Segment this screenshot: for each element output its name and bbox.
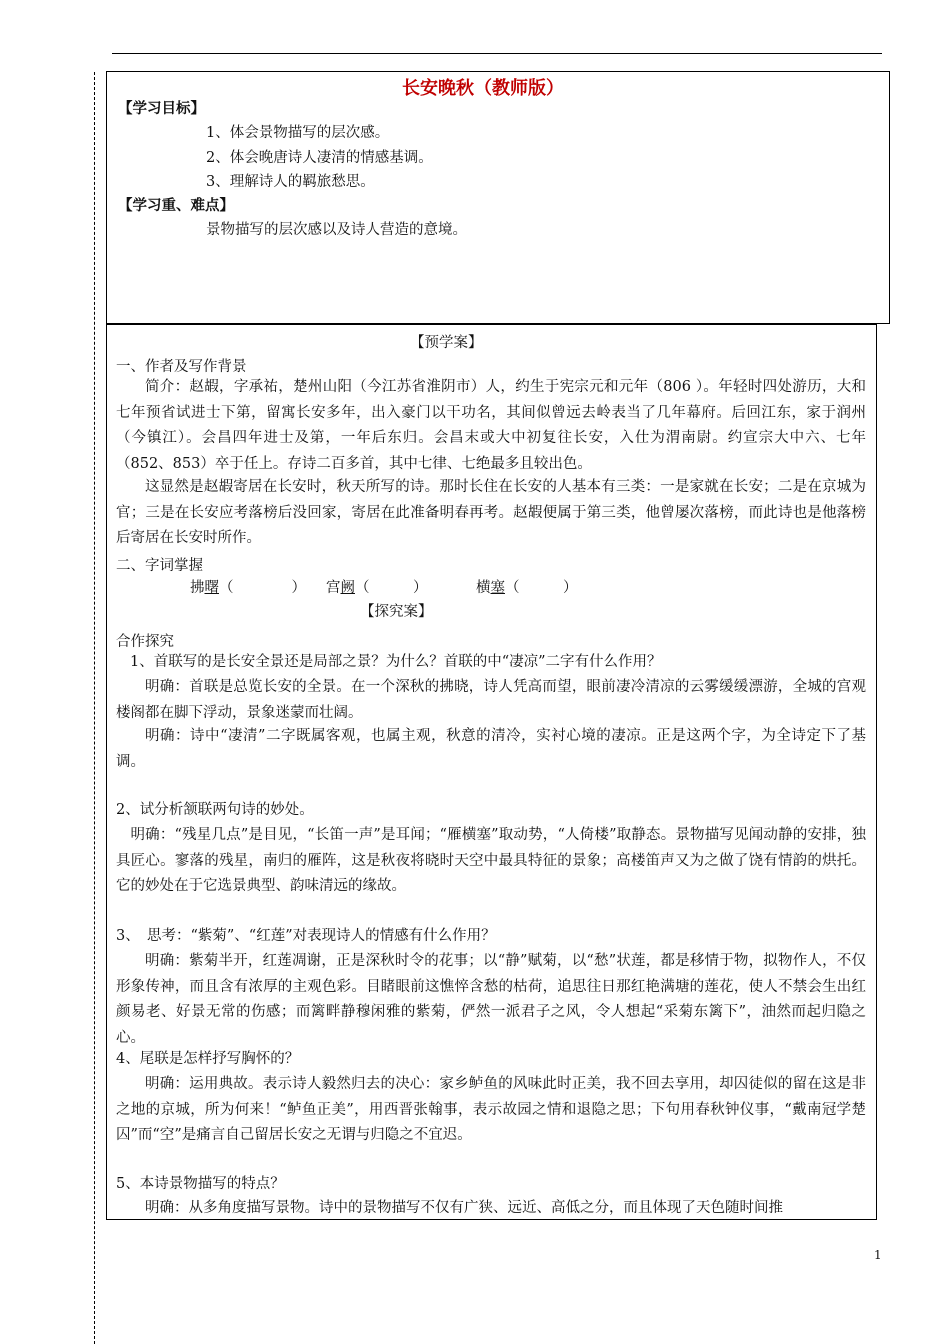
- objective-item-2: 2、体会晚唐诗人凄清的情感基调。: [206, 150, 433, 166]
- vocab-2-char: 宫: [326, 580, 341, 596]
- question-1: 1、首联写的是长安全景还是局部之景？为什么？首联的中“凄凉”二字有什么作用？: [130, 654, 662, 670]
- vocab-item-1: [190, 576, 306, 597]
- answer-5: 明确：从多角度描写景物。诗中的景物描写不仅有广狭、远近、高低之分，而且体现了天色随时间推: [145, 1200, 783, 1216]
- header-rule: [112, 53, 882, 54]
- vocab-2-target: 阙: [340, 580, 355, 596]
- page-number: 1: [874, 1248, 882, 1262]
- question-4: 4、尾联是怎样抒写胸怀的？: [116, 1051, 300, 1067]
- vocab-1-blank: （ ）: [219, 580, 306, 596]
- vocab-3-char: 横: [476, 580, 491, 596]
- answer-1a: 明确：首联是总览长安的全景。在一个深秋的拂晓，诗人凭高而望，眼前凄冷清凉的云雾缓缓漂游，全城的宫观楼阁都在脚下浮动，景象迷蒙而壮阔。: [116, 679, 866, 721]
- binding-margin-line: [94, 72, 95, 1344]
- objective-item-3: 3、理解诗人的羁旅愁思。: [206, 174, 375, 190]
- objectives-heading: 【学习目标】: [118, 100, 205, 117]
- explore-heading: 【探究案】: [360, 604, 433, 620]
- document-title: 长安晚秋（教师版）: [402, 78, 564, 99]
- vocab-item-2: [326, 576, 428, 597]
- vocab-3-target: 塞: [490, 580, 505, 596]
- vocab-1-char: 拂: [190, 580, 205, 596]
- focus-heading: 【学习重、难点】: [118, 197, 234, 214]
- vocab-1-target: 曙: [204, 580, 219, 596]
- question-2: 2、试分析颔联两句诗的妙处。: [116, 802, 314, 818]
- answer-3: 明确：紫菊半开，红莲凋谢，正是深秋时令的花事；以“静”赋菊，以“愁”状莲，都是移情于物，拟物作人，不仅形象传神，而且含有浓厚的主观色彩。目睹眼前这憔悴含愁的枯荷，追思往日那红艳满塘的莲花，使人不禁会生出红颜易老、好景无常的伤感；而篱畔静穆闲雅的紫菊，俨然一派君子之风，令人想起“采菊东篱下”，油然而起归隐之心。: [116, 953, 866, 1046]
- answer-4: 明确：运用典故。表示诗人毅然归去的决心：家乡鲈鱼的风味此时正美，我不回去享用，却囚徒似的留在这是非之地的京城，所为何来！“鲈鱼正美”，用西晋张翰事，表示故园之情和退隐之思；下句用春秋钟仪事，“戴南冠学楚囚”而“空”是痛言自己留居长安之无谓与归隐之不宜迟。: [116, 1076, 866, 1143]
- vocab-3-blank: （ ）: [505, 580, 578, 596]
- section-1-title: 一、作者及写作背景: [116, 359, 247, 375]
- preview-heading: 【预学案】: [410, 335, 483, 351]
- question-5: 5、本诗景物描写的特点？: [116, 1176, 285, 1192]
- background-paragraph: 这显然是赵嘏寄居在长安时，秋天所写的诗。那时长住在长安的人基本有三类：一是家就在长安；二是在京城为官；三是在长安应考落榜后没回家，寄居在此准备明春再考。赵嘏便属于第三类，他曾屡次落榜，而此诗也是他落榜后寄居在长安时所作。: [116, 479, 866, 546]
- section-2-title: 二、字词掌握: [116, 558, 203, 574]
- answer-2: 明确：“残星几点”是目见，“长笛一声”是耳闻；“雁横塞”取动势，“人倚楼”取静态。景物描写见闻动静的安排，独具匠心。寥落的残星，南归的雁阵，这是秋夜将晓时天空中最具特征的景象；高楼笛声又为之做了饶有情韵的烘托。它的妙处在于它选景典型、韵味清远的缘故。: [116, 827, 866, 894]
- focus-text: 景物描写的层次感以及诗人营造的意境。: [206, 222, 467, 238]
- vocab-item-3: [476, 576, 578, 597]
- answer-1b: 明确：诗中“凄清”二字既属客观，也属主观，秋意的清冷，实衬心境的凄凉。正是这两个字，为全诗定下了基调。: [116, 728, 866, 770]
- question-3: 3、 思考：“紫菊”、“红莲”对表现诗人的情感有什么作用？: [116, 928, 496, 944]
- cooperative-inquiry-label: 合作探究: [116, 634, 174, 650]
- objective-item-1: 1、体会景物描写的层次感。: [206, 125, 390, 141]
- vocab-2-blank: （ ）: [355, 580, 428, 596]
- author-intro-paragraph: 简介：赵嘏，字承祐，楚州山阳（今江苏省淮阴市）人，约生于宪宗元和元年（806 ）。年轻时四处游历，大和七年预省试进士下第，留寓长安多年，出入豪门以干功名，其间似曾远去岭表当了几年幕府。后回江东，家于润州（今镇江）。会昌四年进士及第，一年后东归。会昌末或大中初复往长安，入仕为渭南尉。约宣宗大中六、七年（852、853）卒于任上。存诗二百多首，其中七律、七绝最多且较出色。: [116, 379, 866, 472]
